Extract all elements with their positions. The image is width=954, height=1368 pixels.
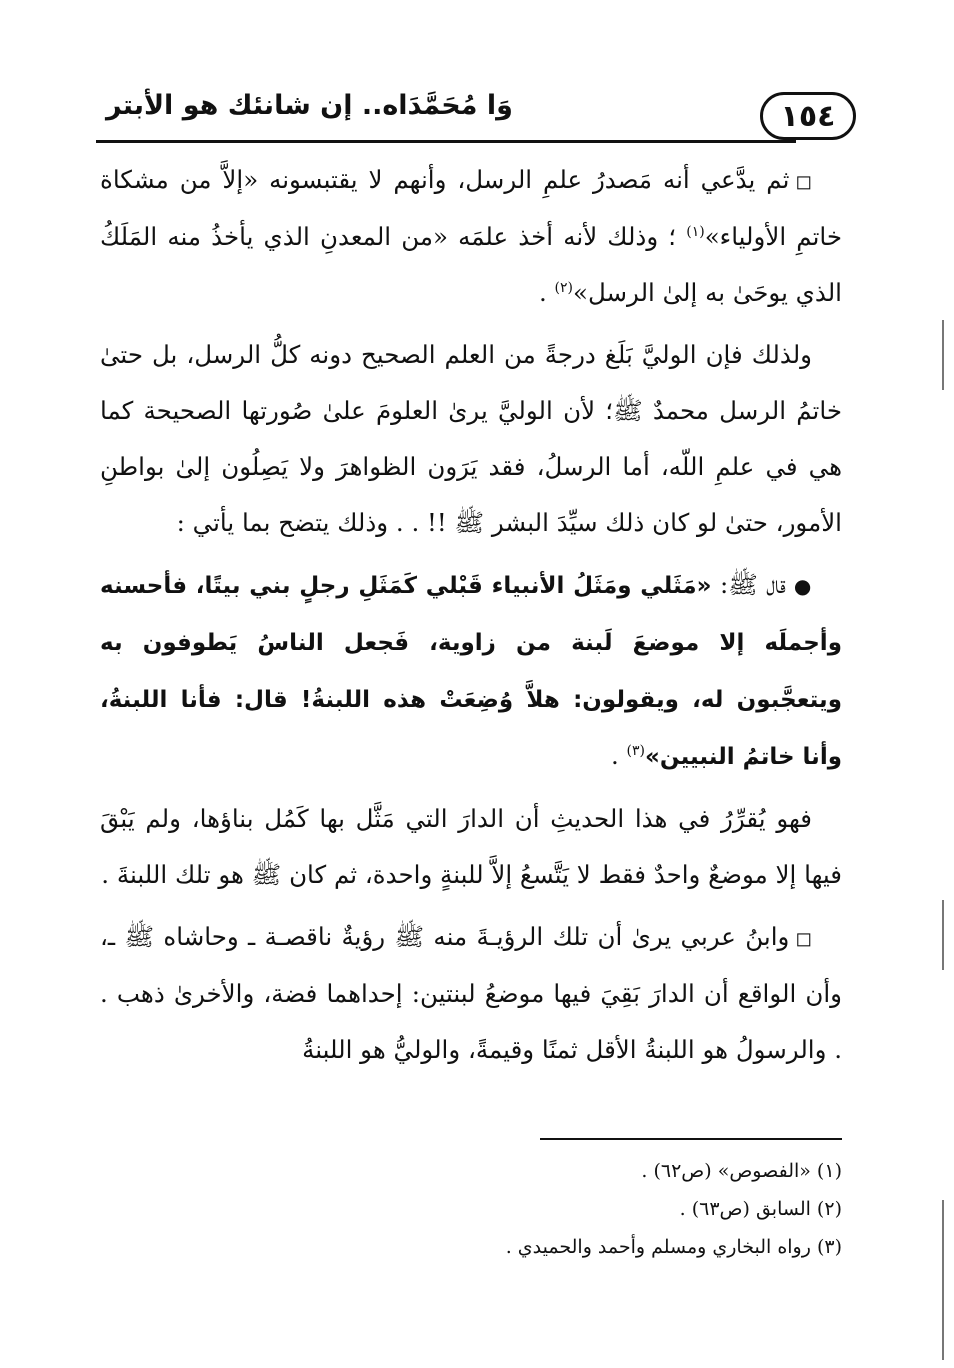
round-bullet-icon: ●	[793, 574, 812, 598]
footnote-ref-2: (٢)	[554, 279, 573, 296]
page-number: ١٥٤	[760, 92, 856, 140]
footnote-1: (١) «الفصوص» (ص٦٢) .	[641, 1160, 842, 1182]
paragraph-5	[100, 909, 842, 1078]
running-title: وَا مُحَمَّدَاه.. إن شانئك هو الأبتر	[106, 90, 513, 121]
footnote-2: (٢) السابق (ص٦٣) .	[679, 1198, 842, 1220]
paragraph-1-end: .	[538, 278, 555, 307]
body-text	[100, 152, 842, 1078]
square-bullet-icon: ◻	[795, 926, 812, 950]
footnote-ref-3: (٣)	[626, 742, 646, 759]
hadith-end: .	[610, 741, 627, 770]
scan-edge-mark	[942, 1200, 944, 1360]
footnote-ref-1: (١)	[686, 223, 705, 240]
paragraph-1-text: ثم يدَّعي أنه مَصدرُ علمِ الرسل، وأنهم لا يقتبسونه «إلاَّ من مشكاة خاتمِ الأولياء»	[100, 165, 843, 251]
scan-edge-mark	[942, 900, 944, 970]
header-rule	[96, 140, 796, 143]
footnotes	[100, 1152, 842, 1266]
paragraph-1	[100, 152, 842, 321]
footnote-separator	[540, 1138, 842, 1140]
paragraph-1-text-cont: ؛ وذلك لأنه أخذ علمَه «من المعدنِ الذي يأخذُ منه المَلَكُ الذي يوحَىٰ به إلىٰ الرسل»	[100, 222, 842, 307]
footnote-3: (٣) رواه البخاري ومسلم وأحمد والحميدي .	[505, 1236, 842, 1258]
hadith-text: «مَثَلي ومَثَلُ الأنبياء قَبْلي كَمَثَلِ رجلٍ بني بيتًا، فأحسنه وأجملَه إلا موضعَ لَبنة من زاوية، فَجعل الناسُ يَطوفون به ويتعجَّبون له، ويقولون: هلاَّ وُضِعَتْ هذه اللبنةُ! قال: فأنا اللبنةُ، وأنا خاتمُ النبيين»	[100, 573, 842, 770]
paragraph-5-text: وابنُ عربي يرىٰ أن تلك الرؤيـةَ منه ﷺ رؤيةٌ ناقصـة ـ وحاشاه ﷺ ـ، وأن الواقع أن الدارَ بَقِيَ فيها موضعُ لبنتين: إحداهما فضة، والأخرىٰ ذهب . . والرسولُ هو اللبنةُ الأقل ثمنًا وقيمةً، والوليُّ هو اللبنةُ	[100, 922, 842, 1064]
scan-edge-mark	[942, 320, 944, 390]
page-header	[96, 84, 856, 148]
hadith-paragraph	[100, 557, 842, 785]
paragraph-4: فهو يُقرِّرُ في هذا الحديثِ أن الدارَ التي مَثَّل بها كَمُل بناؤها، ولم يَبْقَ فيها إلا موضعٌ واحدٌ فقط لا يَتَّسعُ إلاَّ للبنةٍ واحدة، ثم كان ﷺ هو تلك اللبنةَ .	[100, 804, 842, 889]
paragraph-2: ولذلك فإن الوليَّ بَلَغ درجةً من العلم الصحيح دونه كلُّ الرسل، بل حتىٰ خاتمُ الرسل محمدٌ ﷺ؛ لأن الوليَّ يرىٰ العلومَ علىٰ صُورتها الصحيحة كما هي في علمِ اللّه، أما الرسلُ، فقد يَرَون الظواهرَ ولا يَصِلُون إلىٰ بواطنِ الأمور، حتىٰ لو كان ذلك سيِّدَ البشر ﷺ !! . . وذلك يتضح بما يأتي :	[100, 340, 842, 537]
square-bullet-icon: ◻	[795, 169, 812, 193]
hadith-lead: قال ﷺ:	[711, 570, 786, 599]
